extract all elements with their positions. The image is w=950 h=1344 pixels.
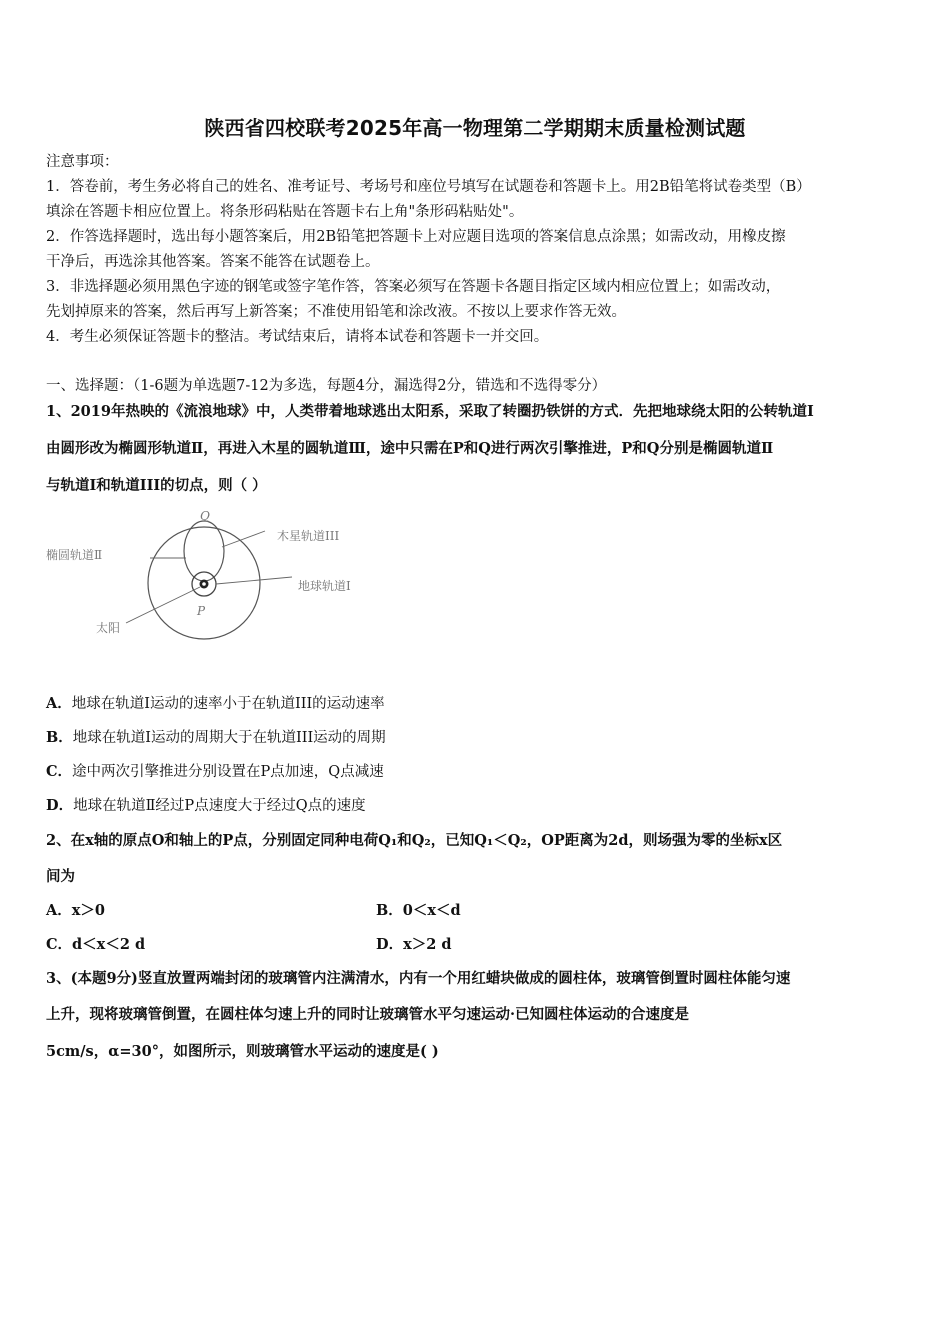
q1-stem-line: 由圆形改为椭圆形轨道Ⅱ，再进入木星的圆轨道Ⅲ，途中只需在P和Q进行两次引擎推进，P和Q分别是椭圆轨道Ⅱ bbox=[46, 440, 774, 457]
q3-stem-line: 3、(本题9分)竖直放置两端封闭的玻璃管内注满清水，内有一个用红蜡块做成的圆柱体，玻璃管倒置时圆柱体能匀速 bbox=[46, 970, 791, 987]
label-earth-orbit: 地球轨道Ⅰ bbox=[298, 579, 351, 593]
q1-stem-line: 1、2019年热映的《流浪地球》中，人类带着地球逃出太阳系，采取了转圈扔铁饼的方式．先把地球绕太阳的公转轨道I bbox=[46, 403, 814, 420]
label-ellipse-orbit: 椭圆轨道Ⅱ bbox=[46, 548, 103, 562]
q1-option-a[interactable] bbox=[46, 694, 385, 714]
notice-line: 填涂在答题卡相应位置上。将条形码粘贴在答题卡右上角"条形码粘贴处"。 bbox=[46, 204, 524, 220]
section-heading: 一、选择题：（1-6题为单选题7-12为多选，每题4分，漏选得2分，错选和不选得零分） bbox=[46, 378, 607, 394]
q2-option-b[interactable] bbox=[376, 901, 461, 921]
notice-line: 3．非选择题必须用黑色字迹的钢笔或签字笔作答，答案必须写在答题卡各题目指定区域内相应位置上；如需改动， bbox=[46, 279, 781, 295]
notice-line: 2．作答选择题时，选出每小题答案后，用2B铅笔把答题卡上对应题目选项的答案信息点涂黑；如需改动，用橡皮擦 bbox=[46, 229, 786, 245]
notice-line: 先划掉原来的答案，然后再写上新答案；不准使用铅笔和涂改液。不按以上要求作答无效。 bbox=[46, 304, 626, 320]
q2-stem-line: 间为 bbox=[46, 868, 75, 885]
label-q: Q bbox=[200, 509, 210, 523]
option-label: B． bbox=[46, 729, 73, 746]
label-jupiter-orbit: 木星轨道III bbox=[277, 529, 340, 543]
option-text: 途中两次引擎推进分别设置在P点加速，Q点减速 bbox=[72, 764, 384, 780]
label-sun: 太阳 bbox=[96, 621, 121, 635]
option-text: d＜x＜2 d bbox=[72, 936, 146, 953]
jupiter-pointer bbox=[222, 531, 265, 547]
notice-line: 4．考生必须保证答题卡的整洁。考试结束后，请将本试卷和答题卡一并交回。 bbox=[46, 329, 549, 345]
option-label: A． bbox=[46, 695, 72, 712]
notice-line: 干净后，再选涂其他答案。答案不能答在试题卷上。 bbox=[46, 254, 380, 270]
q2-stem-line: 2、在x轴的原点O和轴上的P点，分别固定同种电荷Q₁和Q₂，已知Q₁＜Q₂，OP距离为2d，则场强为零的坐标x区 bbox=[46, 832, 783, 849]
orbit-diagram-svg bbox=[40, 505, 370, 655]
option-text: 地球在轨道I运动的周期大于在轨道III运动的周期 bbox=[72, 730, 386, 746]
option-label: D． bbox=[376, 936, 404, 953]
q1-option-d[interactable] bbox=[46, 796, 366, 816]
option-label: D． bbox=[46, 797, 74, 814]
orbit-diagram bbox=[40, 505, 370, 655]
page-title: 陕西省四校联考2025年高一物理第二学期期末质量检测试题 bbox=[204, 116, 746, 140]
option-text: 地球在轨道Ⅱ经过P点速度大于经过Q点的速度 bbox=[73, 798, 366, 814]
option-label: B． bbox=[376, 902, 403, 919]
q1-option-c[interactable] bbox=[46, 762, 384, 782]
option-label: C． bbox=[46, 936, 73, 953]
q3-stem-line: 5cm/s，α=30°，如图所示，则玻璃管水平运动的速度是( ) bbox=[46, 1043, 439, 1060]
option-text: x＞0 bbox=[71, 902, 105, 919]
notice-line: 1．答卷前，考生务必将自己的姓名、准考证号、考场号和座位号填写在试题卷和答题卡上。用2B铅笔将试卷类型（B） bbox=[46, 179, 811, 195]
q2-option-c[interactable] bbox=[46, 935, 145, 955]
label-p: P bbox=[197, 604, 206, 618]
q1-stem-line: 与轨道I和轨道III的切点，则（ ） bbox=[46, 477, 267, 494]
notice-heading: 注意事项： bbox=[46, 154, 119, 170]
q1-option-b[interactable] bbox=[46, 728, 386, 748]
q3-stem-line: 上升，现将玻璃管倒置，在圆柱体匀速上升的同时让玻璃管水平匀速运动·已知圆柱体运动的合速度是 bbox=[46, 1006, 690, 1023]
option-label: C． bbox=[46, 763, 73, 780]
option-text: 地球在轨道I运动的速率小于在轨道III的运动速率 bbox=[71, 696, 385, 712]
earth-pointer bbox=[216, 577, 292, 584]
option-label: A． bbox=[46, 902, 72, 919]
q2-option-d[interactable] bbox=[376, 935, 452, 955]
option-text: 0＜x＜d bbox=[402, 902, 461, 919]
sun-core bbox=[202, 582, 206, 586]
q2-option-a[interactable] bbox=[46, 901, 105, 921]
option-text: x＞2 d bbox=[403, 936, 452, 953]
sun-pointer bbox=[126, 587, 200, 623]
